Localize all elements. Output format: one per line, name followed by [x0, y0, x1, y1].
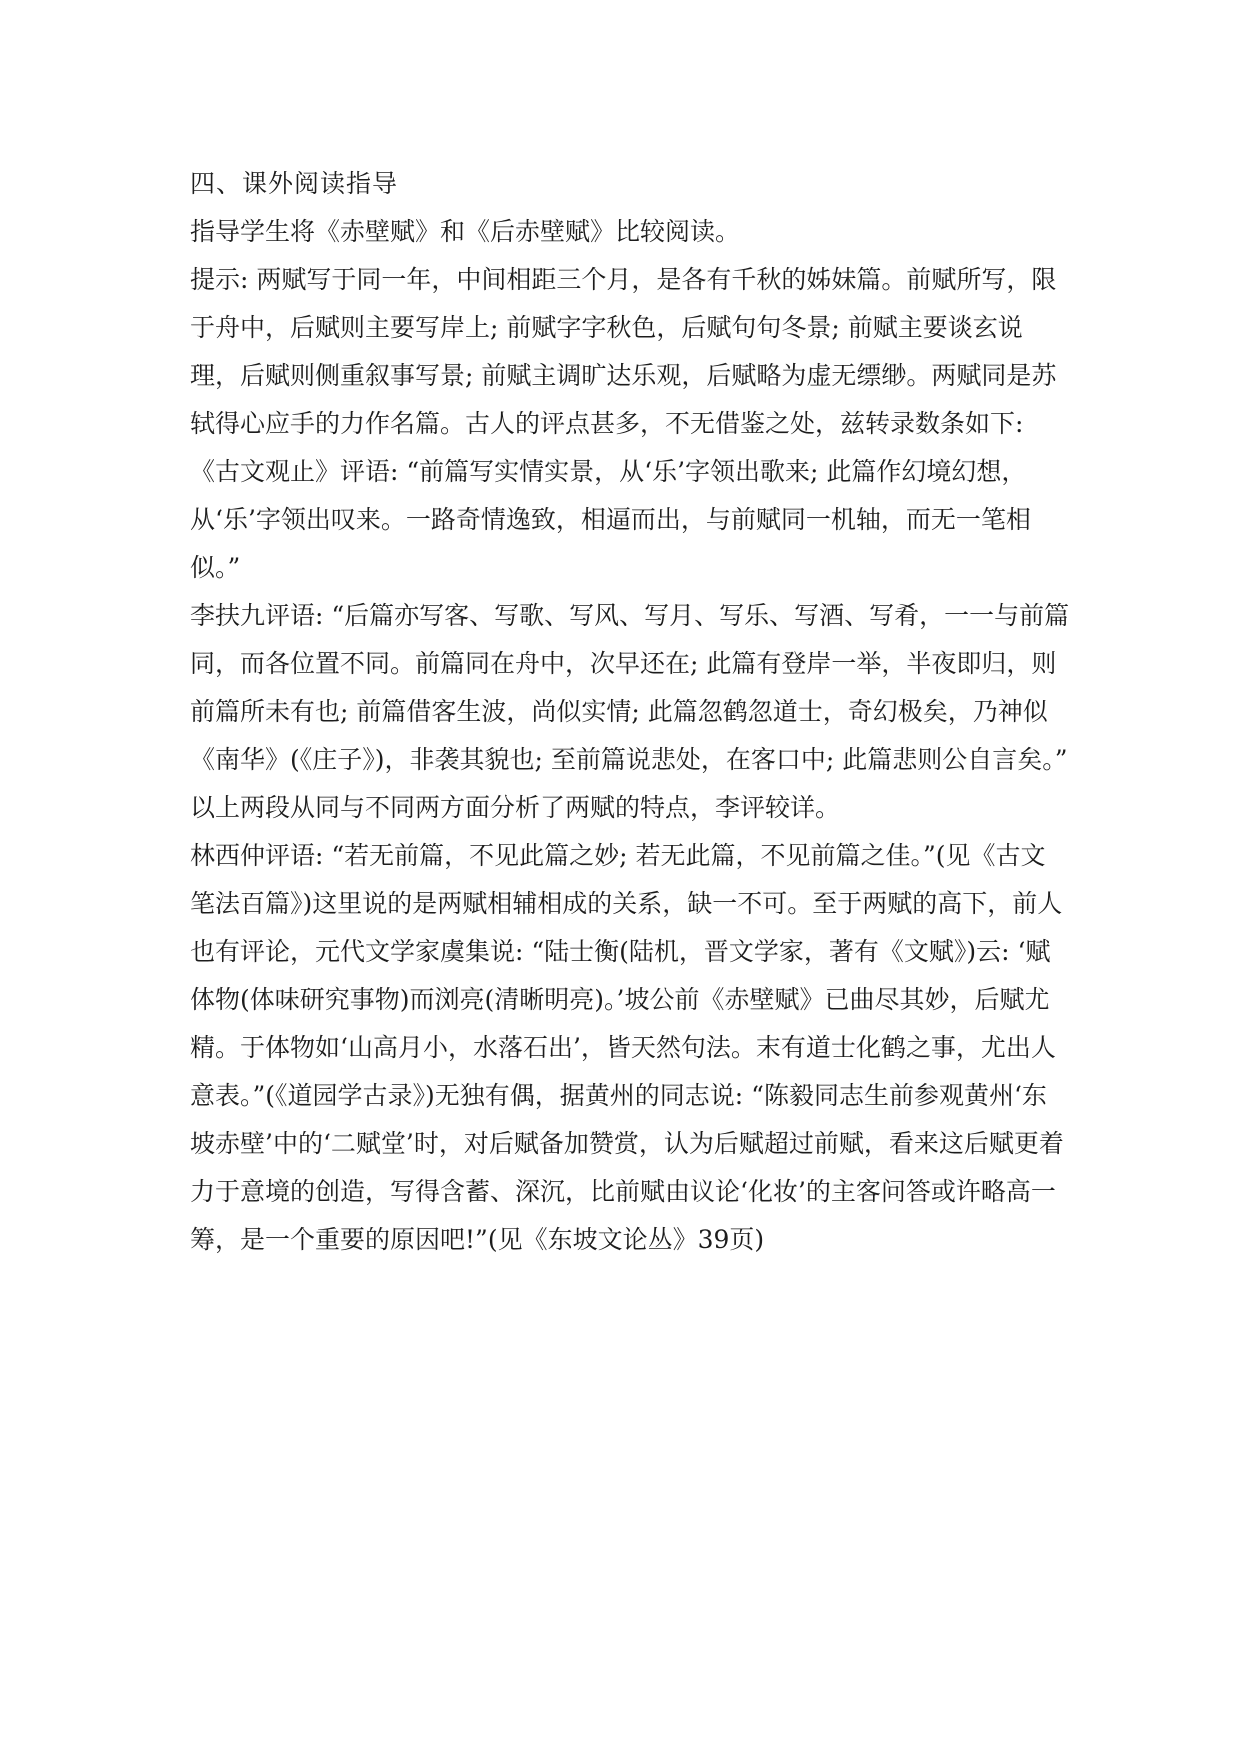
document-body	[190, 160, 1070, 1264]
paragraph-summary: 以上两段从同与不同两方面分析了两赋的特点，李评较详。	[190, 793, 841, 822]
paragraph-guwen-guanzhi-comment: 《古文观止》评语: “前篇写实情实景，从‘乐’字领出歌来; 此篇作幻境幻想，从‘乐’字领出叹来。一路奇情逸致，相逼而出，与前赋同一机轴，而无一笔相似。”	[190, 457, 1031, 582]
paragraph-lin-xizhong-comment: 林西仲评语: “若无前篇，不见此篇之妙; 若无此篇，不见前篇之佳。”(见《古文笔法百篇》)这里说的是两赋相辅相成的关系，缺一不可。至于两赋的高下，前人也有评论，元代文学家虞集说: “陆士衡(陆机，晋文学家，著有《文赋》)云: ‘赋体物(体味研究事物)而浏亮(清晰明亮)。’坡公前《赤壁赋》已曲尽其妙，后赋尤精。于体物如‘山高月小，水落石出’，皆天然句法。末有道士化鹤之事，尤出人意表。”(《道园学古录》)无独有偶，据黄州的同志说: “陈毅同志生前参观黄州‘东坡赤壁’中的‘二赋堂’时，对后赋备加赞赏，认为后赋超过前赋，看来这后赋更着力于意境的创造，写得含蓄、深沉，比前赋由议论‘化妆’的主客问答或许略高一筹，是一个重要的原因吧!”(见《东坡文论丛》39页)	[190, 841, 1064, 1254]
paragraph-li-fujiu-comment: 李扶九评语: “后篇亦写客、写歌、写风、写月、写乐、写酒、写肴，一一与前篇同，而各位置不同。前篇同在舟中，次早还在; 此篇有登岸一举，半夜即归，则前篇所未有也; 前篇借客生波，尚似实情; 此篇忽鹤忽道士，奇幻极矣，乃神似《南华》(《庄子》)，非袭其貌也; 至前篇说悲处，在客口中; 此篇悲则公自言矣。”	[190, 601, 1070, 774]
section-heading: 四、课外阅读指导	[190, 169, 399, 198]
paragraph-hint: 提示: 两赋写于同一年，中间相距三个月，是各有千秋的姊妹篇。前赋所写，限于舟中，后赋则主要写岸上; 前赋字字秋色，后赋句句冬景; 前赋主要谈玄说理，后赋则侧重叙事写景; 前赋主调旷达乐观，后赋略为虚无缥缈。两赋同是苏轼得心应手的力作名篇。古人的评点甚多，不无借鉴之处，兹转录数条如下:	[190, 265, 1057, 438]
paragraph-instruction: 指导学生将《赤壁赋》和《后赤壁赋》比较阅读。	[190, 217, 741, 246]
